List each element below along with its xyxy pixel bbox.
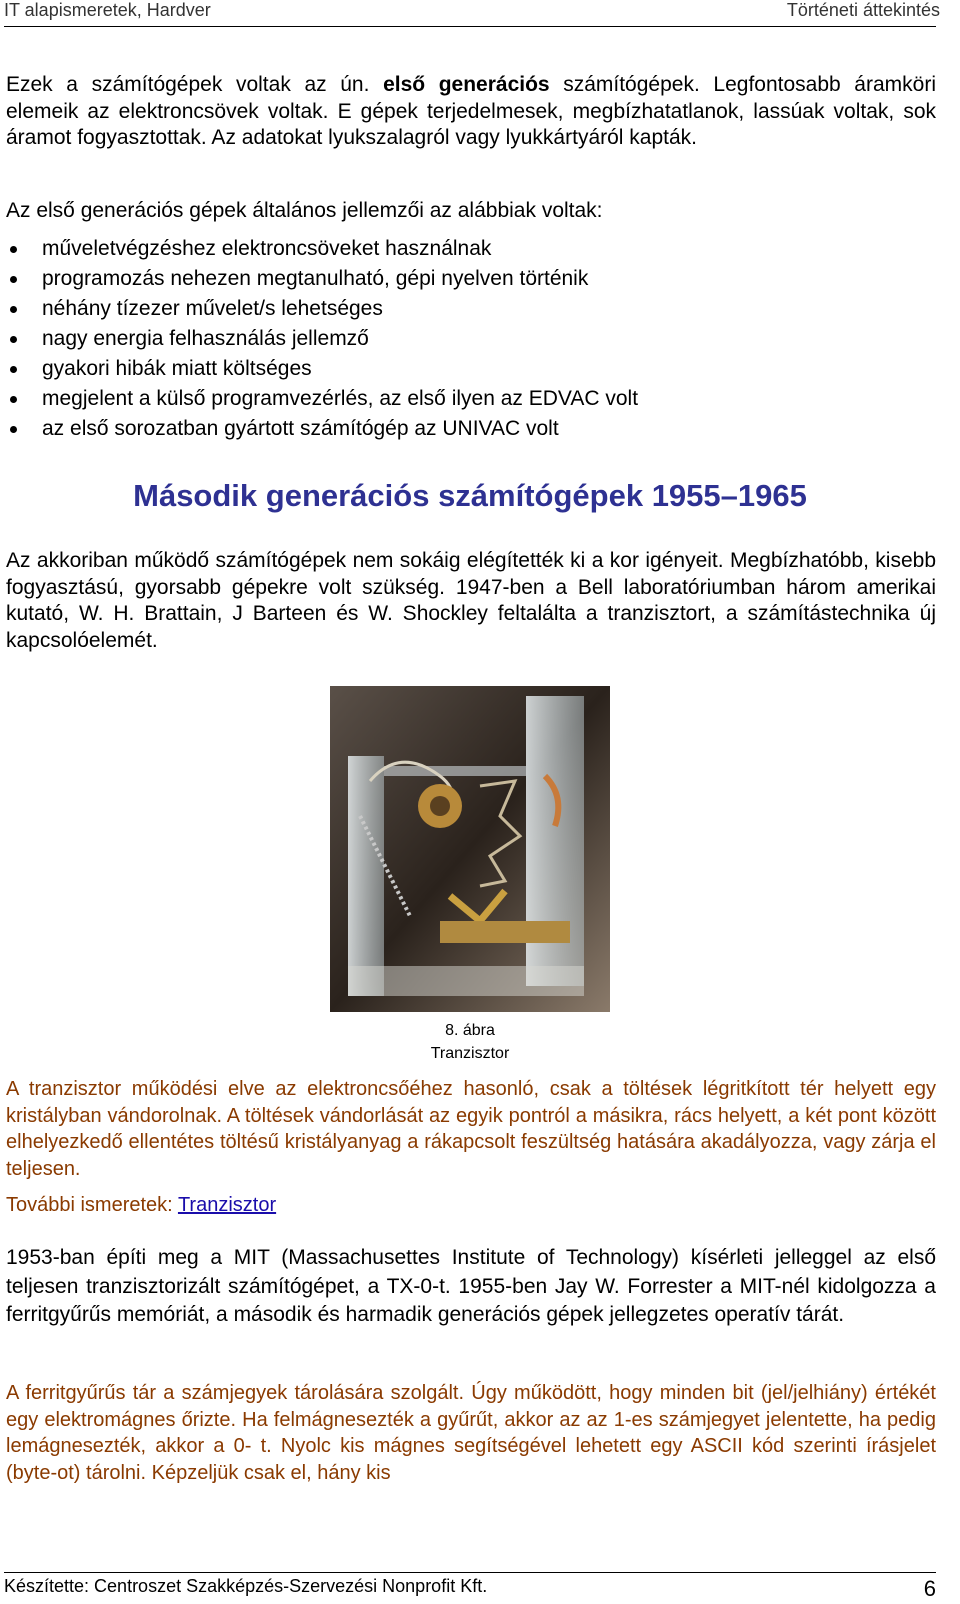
list-item-text: műveletvégzéshez elektroncsöveket használnak xyxy=(42,237,492,260)
page-header xyxy=(0,0,960,22)
bullet-icon xyxy=(10,246,17,253)
bullet-icon xyxy=(10,396,17,403)
list-item xyxy=(6,414,638,444)
intro-bold: első generációs xyxy=(383,73,550,96)
page-number: 6 xyxy=(923,1576,936,1601)
list-item xyxy=(6,234,638,264)
paragraph-tx0: 1953-ban építi meg a MIT (Massachusettes Institute of Technology) kísérleti jelleggel az első teljesen tranzisztorizált számítógépet, a TX-0-t. 1955-ben Jay W. Forrester a MIT-nél kidolgozza a ferritgyűrűs memóriát, a második és harmadik generációs gépek jellegzetes operatív tárát. xyxy=(6,1246,936,1326)
bullet-icon xyxy=(10,306,17,313)
bullet-icon xyxy=(10,366,17,373)
paragraph-ferrite: A ferritgyűrűs tár a számjegyek tárolására szolgált. Úgy működött, hogy minden bit (jel/jelhiány) értékét egy elektromágnes őrizte. Ha felmágnesezték a gyűrűt, akkor az az 1-es számjegyet jelentette, ha pedig lemágnesezték, akkor a 0- t. Nyolc kis mágnes segítségével lehetett egy ASCII kód szerinti írásjelet (byte-ot) tárolni. Képzeljük csak el, hány kis xyxy=(6,1382,936,1484)
intro-paragraph xyxy=(6,72,936,152)
list-item-text: az első sorozatban gyártott számítógép az UNIVAC volt xyxy=(42,417,559,440)
bullet-icon xyxy=(10,276,17,283)
figure-caption: Tranzisztor xyxy=(430,1045,510,1062)
features-intro: Az első generációs gépek általános jellemzői az alábbiak voltak: xyxy=(6,199,603,222)
footer-divider xyxy=(4,1572,936,1573)
bullet-icon xyxy=(10,426,17,433)
list-item xyxy=(6,294,638,324)
list-item xyxy=(6,384,638,414)
header-divider xyxy=(4,26,936,27)
bullet-icon xyxy=(10,336,17,343)
paragraph-transistor-principle: A tranzisztor működési elve az elektroncsőéhez hasonló, csak a töltések légritkított tér helyett egy kristályban vándorolnak. A töltések vándorlását az egyik pontról a másikra, rács helyett, a két pont között elhelyezkedő ellentétes töltésű kristályanyag a rákapcsolt feszültség hatására akadályozza, vagy zárja el teljesen. xyxy=(6,1078,936,1180)
list-item-text: programozás nehezen megtanulható, gépi nyelven történik xyxy=(42,267,589,290)
list-item-text: nagy energia felhasználás jellemző xyxy=(42,327,369,350)
list-item-text: gyakori hibák miatt költséges xyxy=(42,357,312,380)
figure-number: 8. ábra xyxy=(445,1022,495,1039)
list-item xyxy=(6,354,638,384)
list-item xyxy=(6,324,638,354)
paragraph-transistor-intro: Az akkoriban működő számítógépek nem sokáig elégítették ki a kor igényeit. Megbízhatóbb, kisebb fogyasztású, gyorsabb gépekre volt szükség. 1947-ben a Bell laboratóriumban három amerikai kutató, W. H. Brattain, J Barteen és W. Shockley feltalálta a tranzisztort, a számítástechnika új kapcsolóelemét. xyxy=(6,549,936,652)
footer-credit: Készítette: Centroszet Szakképzés-Szervezési Nonprofit Kft. xyxy=(4,1576,488,1596)
header-section: Történeti áttekintés xyxy=(786,0,940,20)
intro-text-1: Ezek a számítógépek voltak az ún. xyxy=(6,73,384,96)
transistor-illustration xyxy=(330,686,610,1012)
more-info xyxy=(6,1192,936,1219)
header-title: IT alapismeretek, Hardver xyxy=(4,0,211,20)
features-list xyxy=(6,234,638,444)
list-item xyxy=(6,264,638,294)
tranzisztor-link[interactable]: Tranzisztor xyxy=(177,1194,277,1216)
intro-text-2: számítógépek. Legfontosabb áramköri elemeik az elektroncsövek voltak. E gépek terjedelmesek, megbízhatatlanok, lassúak voltak, sok áramot fogyasztottak. Az adatokat lyukszalagról vagy lyukkártyáról kapták. xyxy=(6,73,936,149)
list-item-text: néhány tízezer művelet/s lehetséges xyxy=(42,297,383,320)
more-info-label: További ismeretek: xyxy=(6,1194,178,1216)
transistor-photo xyxy=(330,686,610,1012)
list-item-text: megjelent a külső programvezérlés, az első ilyen az EDVAC volt xyxy=(42,387,639,410)
section-heading: Második generációs számítógépek 1955–1965 xyxy=(133,478,807,513)
